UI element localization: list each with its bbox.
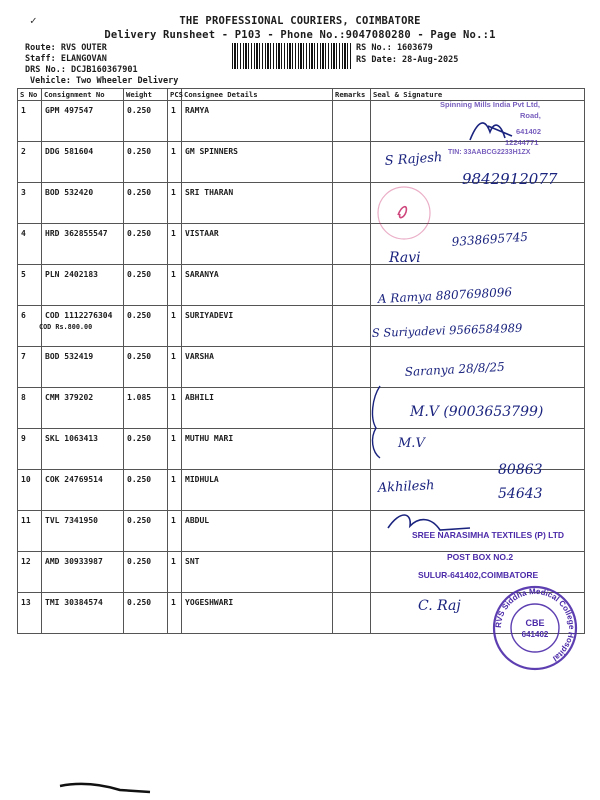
sno-cell: 4 bbox=[18, 224, 42, 265]
handwritten-number: 54643 bbox=[498, 486, 543, 502]
sno-cell: 2 bbox=[18, 142, 42, 183]
consignment-cell: COD 1112276304 bbox=[42, 306, 124, 347]
pcs-cell: 1 bbox=[168, 347, 182, 388]
stamp-text: Spinning Mills India Pvt Ltd, bbox=[440, 100, 540, 109]
consignment-cell: SKL 1063413 bbox=[42, 429, 124, 470]
rs-date: RS Date: 28-Aug-2025 bbox=[356, 55, 459, 65]
consignment-cell: DDG 581604 bbox=[42, 142, 124, 183]
pcs-cell: 1 bbox=[168, 511, 182, 552]
pcs-cell: 1 bbox=[168, 306, 182, 347]
weight-cell: 0.250 bbox=[124, 511, 168, 552]
consignment-cell: BOD 532419 bbox=[42, 347, 124, 388]
consignee-cell: GM SPINNERS bbox=[182, 142, 333, 183]
remarks-cell bbox=[333, 101, 371, 142]
pcs-cell: 1 bbox=[168, 470, 182, 511]
remarks-cell bbox=[333, 552, 371, 593]
stamp-text: 641402 bbox=[516, 127, 542, 136]
remarks-cell bbox=[333, 306, 371, 347]
handwritten-phone: 9842912077 bbox=[462, 170, 558, 188]
consignment-cell: PLN 2402183 bbox=[42, 265, 124, 306]
pcs-cell: 1 bbox=[168, 224, 182, 265]
staff-label: Staff: ELANGOVAN bbox=[25, 54, 107, 64]
remarks-cell bbox=[333, 265, 371, 306]
consignee-cell: VARSHA bbox=[182, 347, 333, 388]
signature-cell bbox=[371, 470, 585, 511]
handwritten-signature: M.V (9003653799) bbox=[410, 404, 544, 420]
drs-number: DRS No.: DCJB160367901 bbox=[25, 65, 138, 75]
company-title: THE PROFESSIONAL COURIERS, COIMBATORE bbox=[179, 15, 421, 27]
remarks-cell bbox=[333, 511, 371, 552]
remarks-cell bbox=[333, 429, 371, 470]
handwritten-signature: C. Raj bbox=[418, 598, 461, 614]
consignment-cell: TVL 7341950 bbox=[42, 511, 124, 552]
sno-cell: 9 bbox=[18, 429, 42, 470]
consignee-cell: ABHILI bbox=[182, 388, 333, 429]
sno-cell: 12 bbox=[18, 552, 42, 593]
handwritten-phone: 9338695745 bbox=[451, 229, 529, 249]
consignment-cell: TMI 30384574 bbox=[42, 593, 124, 634]
pcs-cell: 1 bbox=[168, 552, 182, 593]
signature-cell bbox=[371, 265, 585, 306]
table-row bbox=[18, 347, 585, 388]
consignee-cell: SRI THARAN bbox=[182, 183, 333, 224]
stamp-text: SREE NARASIMHA TEXTILES (P) LTD bbox=[412, 530, 565, 540]
weight-cell: 0.250 bbox=[124, 470, 168, 511]
signature-cell bbox=[371, 593, 585, 634]
vehicle-label: Vehicle: Two Wheeler Delivery bbox=[30, 76, 179, 86]
signature-cell bbox=[371, 306, 585, 347]
col-remarks: Remarks bbox=[333, 89, 371, 101]
sno-cell: 10 bbox=[18, 470, 42, 511]
sno-cell: 11 bbox=[18, 511, 42, 552]
col-consignee: Consignee Details bbox=[182, 89, 333, 101]
consignee-cell: VISTAAR bbox=[182, 224, 333, 265]
weight-cell: 0.250 bbox=[124, 101, 168, 142]
runsheet-subtitle: Delivery Runsheet - P103 - Phone No.:9047080280 - Page No.:1 bbox=[104, 29, 496, 41]
consignee-cell: MUTHU MARI bbox=[182, 429, 333, 470]
weight-cell: 0.250 bbox=[124, 429, 168, 470]
signature-cell bbox=[371, 388, 585, 429]
pcs-cell: 1 bbox=[168, 183, 182, 224]
consignment-cell: CMM 379202 bbox=[42, 388, 124, 429]
table-row bbox=[18, 183, 585, 224]
weight-cell: 1.085 bbox=[124, 388, 168, 429]
table-row bbox=[18, 552, 585, 593]
weight-cell: 0.250 bbox=[124, 224, 168, 265]
col-sno: S No bbox=[18, 89, 42, 101]
remarks-cell bbox=[333, 142, 371, 183]
table-header-row bbox=[18, 89, 585, 101]
stamp-text: POST BOX NO.2 bbox=[447, 552, 514, 562]
consignee-cell: SARANYA bbox=[182, 265, 333, 306]
cod-amount-note: COD Rs.800.00 bbox=[39, 323, 93, 331]
weight-cell: 0.250 bbox=[124, 552, 168, 593]
signature-cell bbox=[371, 142, 585, 183]
sno-cell: 5 bbox=[18, 265, 42, 306]
table-row bbox=[18, 224, 585, 265]
pcs-cell: 1 bbox=[168, 593, 182, 634]
signature-cell bbox=[371, 183, 585, 224]
table-row bbox=[18, 101, 585, 142]
stamp-text: 12244771 bbox=[505, 138, 539, 147]
weight-cell: 0.250 bbox=[124, 183, 168, 224]
weight-cell: 0.250 bbox=[124, 593, 168, 634]
table-row bbox=[18, 306, 585, 347]
col-weight: Weight bbox=[124, 89, 168, 101]
handwritten-number: 80863 bbox=[498, 462, 543, 478]
handwritten-name: S Rajesh bbox=[384, 150, 443, 169]
weight-cell: 0.250 bbox=[124, 142, 168, 183]
sno-cell: 7 bbox=[18, 347, 42, 388]
consignee-cell: RAMYA bbox=[182, 101, 333, 142]
pcs-cell: 1 bbox=[168, 101, 182, 142]
signature-cell bbox=[371, 511, 585, 552]
remarks-cell bbox=[333, 347, 371, 388]
consignment-cell: BOD 532420 bbox=[42, 183, 124, 224]
consignee-cell: YOGESHWARI bbox=[182, 593, 333, 634]
barcode bbox=[232, 43, 352, 69]
remarks-cell bbox=[333, 183, 371, 224]
page-mark bbox=[60, 784, 150, 792]
table-row bbox=[18, 470, 585, 511]
pcs-cell: 1 bbox=[168, 388, 182, 429]
seal-center-text: CBE bbox=[525, 618, 545, 628]
weight-cell: 0.250 bbox=[124, 265, 168, 306]
consignee-cell: ABDUL bbox=[182, 511, 333, 552]
signature-cell bbox=[371, 224, 585, 265]
consignee-cell: SURIYADEVI bbox=[182, 306, 333, 347]
signature-cell bbox=[371, 347, 585, 388]
stamp-text: TIN: 33AABCG2233H1ZX bbox=[448, 149, 531, 156]
route-label: Route: RVS OUTER bbox=[25, 43, 107, 53]
rs-number: RS No.: 1603679 bbox=[356, 43, 433, 53]
remarks-cell bbox=[333, 470, 371, 511]
table-row bbox=[18, 265, 585, 306]
pcs-cell: 1 bbox=[168, 142, 182, 183]
stamp-text: Road, bbox=[520, 111, 541, 120]
consignment-cell: GPM 497547 bbox=[42, 101, 124, 142]
consignee-cell: SNT bbox=[182, 552, 333, 593]
pcs-cell: 1 bbox=[168, 429, 182, 470]
sno-cell: 3 bbox=[18, 183, 42, 224]
consignee-cell: MIDHULA bbox=[182, 470, 333, 511]
consignment-cell: COK 24769514 bbox=[42, 470, 124, 511]
remarks-cell bbox=[333, 388, 371, 429]
signature-cell bbox=[371, 101, 585, 142]
handwritten-signature: Saranya 28/8/25 bbox=[404, 359, 506, 379]
remarks-cell bbox=[333, 593, 371, 634]
stamp-text: SULUR-641402,COIMBATORE bbox=[418, 570, 539, 580]
table-row bbox=[18, 511, 585, 552]
handwritten-signature: S Suriyadevi 9566584989 bbox=[371, 320, 523, 340]
seal-ring-text: RVS Siddha Medical College Hospital bbox=[493, 586, 577, 664]
handwritten-signature: M.V bbox=[398, 436, 425, 451]
weight-cell: 0.250 bbox=[124, 347, 168, 388]
signature-cell bbox=[371, 429, 585, 470]
seal-center-text: 641402 bbox=[521, 630, 549, 639]
handwritten-signature: A Ramya 8807698096 bbox=[377, 284, 513, 306]
sno-cell: 13 bbox=[18, 593, 42, 634]
consignment-cell: HRD 362855547 bbox=[42, 224, 124, 265]
handwritten-name: Ravi bbox=[389, 250, 421, 266]
col-pcs: PCS bbox=[168, 89, 182, 101]
weight-cell: 0.250 bbox=[124, 306, 168, 347]
handwritten-name: Akhilesh bbox=[377, 478, 435, 496]
table-row bbox=[18, 593, 585, 634]
remarks-cell bbox=[333, 224, 371, 265]
table-row bbox=[18, 429, 585, 470]
consignment-cell: AMD 30933987 bbox=[42, 552, 124, 593]
check-mark-icon: ✓ bbox=[30, 14, 37, 27]
sno-cell: 8 bbox=[18, 388, 42, 429]
sno-cell: 6 bbox=[18, 306, 42, 347]
table-row bbox=[18, 142, 585, 183]
signature-cell bbox=[371, 552, 585, 593]
col-consignment: Consignment No bbox=[42, 89, 124, 101]
table-row bbox=[18, 388, 585, 429]
pcs-cell: 1 bbox=[168, 265, 182, 306]
runsheet-table bbox=[17, 88, 585, 634]
col-signature: Seal & Signature bbox=[371, 89, 585, 101]
sno-cell: 1 bbox=[18, 101, 42, 142]
